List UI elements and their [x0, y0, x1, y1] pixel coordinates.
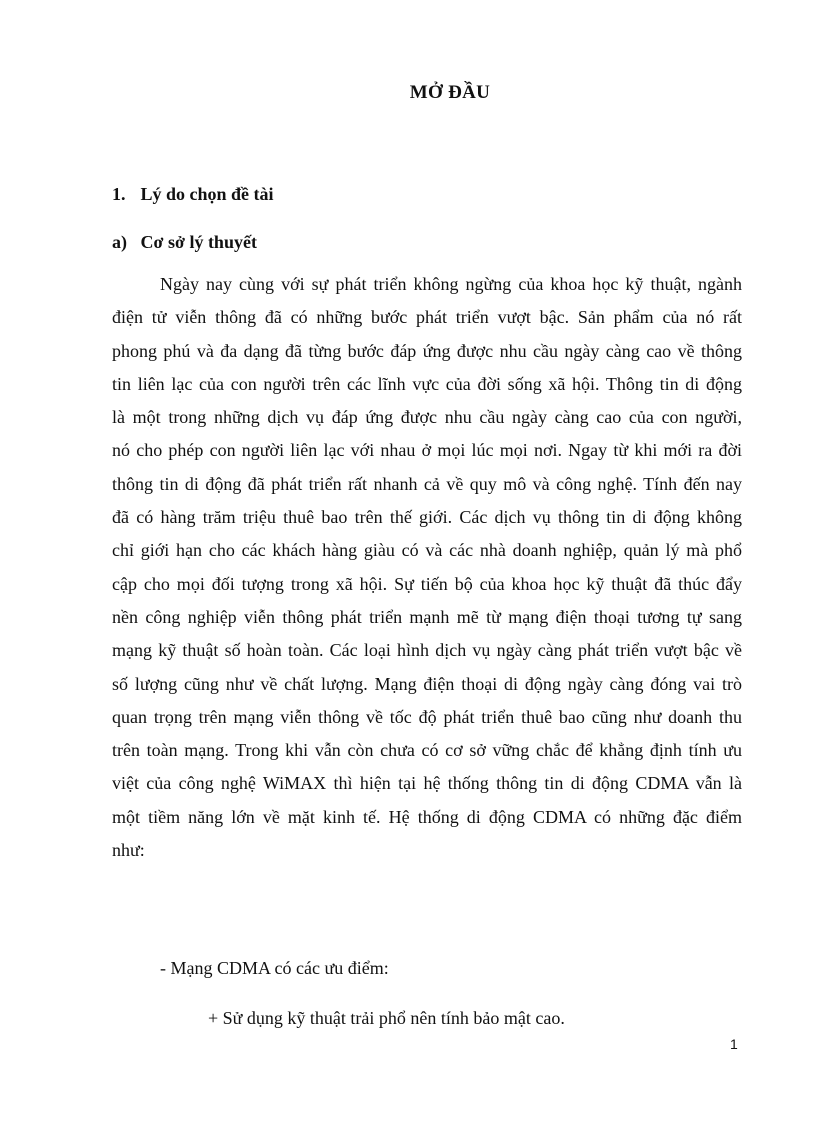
paragraph-line: Ngày nay cùng với sự phát triển không ngừng của khoa học kỹ thuật, ngành	[160, 274, 742, 294]
subsection-number: a)	[112, 232, 127, 252]
paragraph-line: mạng kỹ thuật số hoàn toàn. Các loại hình dịch vụ ngày càng phát triển vượt bậc về	[112, 640, 742, 661]
paragraph-line: tin liên lạc của con người trên các lĩnh vực của đời sống xã hội. Thông tin di động	[112, 373, 742, 394]
paragraph-line: chỉ giới hạn cho các khách hàng giàu có và các nhà doanh nghiệp, quản lý mà phổ	[112, 540, 742, 561]
paragraph-line: thông tin di động đã phát triển rất nhanh cả về quy mô và công nghệ. Tính đến nay	[112, 473, 742, 494]
page-title: MỞ ĐẦU	[409, 82, 491, 103]
paragraph-line: việt của công nghệ WiMAX thì hiện tại hệ thống thông tin di động CDMA vẫn là	[112, 773, 742, 794]
paragraph-line: là một trong những dịch vụ đáp ứng được nhu cầu ngày càng cao của con người,	[112, 407, 742, 428]
paragraph-line: trên toàn mạng. Trong khi vẫn còn chưa có cơ sở vững chắc để khẳng định tính ưu	[112, 740, 742, 761]
section-title: Lý do chọn đề tài	[140, 184, 274, 204]
body-paragraph	[112, 268, 742, 867]
bullet-item: - Mạng CDMA có các ưu điểm:	[160, 958, 389, 978]
paragraph-line: như:	[112, 840, 145, 861]
paragraph-line: điện tử viễn thông đã có những bước phát triển vượt bậc. Sản phẩm của nó rất	[112, 307, 742, 328]
section-number: 1.	[112, 184, 126, 204]
subsection-title: Cơ sở lý thuyết	[140, 232, 257, 252]
page-number: 1	[730, 1036, 738, 1052]
paragraph-line: đã có hàng trăm triệu thuê bao trên thế giới. Các dịch vụ thông tin di động không	[112, 507, 742, 528]
paragraph-line: cập cho mọi đối tượng trong xã hội. Sự tiến bộ của khoa học kỹ thuật đã thúc đẩy	[112, 573, 742, 594]
paragraph-line: phong phú và đa dạng đã từng bước đáp ứng được nhu cầu ngày càng cao về thông	[112, 340, 742, 361]
paragraph-line: nền công nghiệp viễn thông phát triển mạnh mẽ từ mạng điện thoại tương tự sang	[112, 606, 742, 627]
section-heading	[112, 184, 274, 205]
paragraph-line: một tiềm năng lớn về mặt kinh tế. Hệ thống di động CDMA có những đặc điểm	[112, 806, 742, 827]
paragraph-line: số lượng cũng như về chất lượng. Mạng điện thoại di động ngày càng đóng vai trò	[112, 673, 742, 694]
paragraph-line: nó cho phép con người liên lạc với nhau ở mọi lúc mọi nơi. Ngay từ khi mới ra đời	[112, 440, 742, 461]
subsection-heading	[112, 232, 257, 253]
paragraph-line: quan trọng trên mạng viễn thông về tốc độ phát triển thuê bao cũng như doanh thu	[112, 706, 742, 727]
sub-bullet-item: + Sử dụng kỹ thuật trải phổ nên tính bảo mật cao.	[208, 1008, 565, 1028]
